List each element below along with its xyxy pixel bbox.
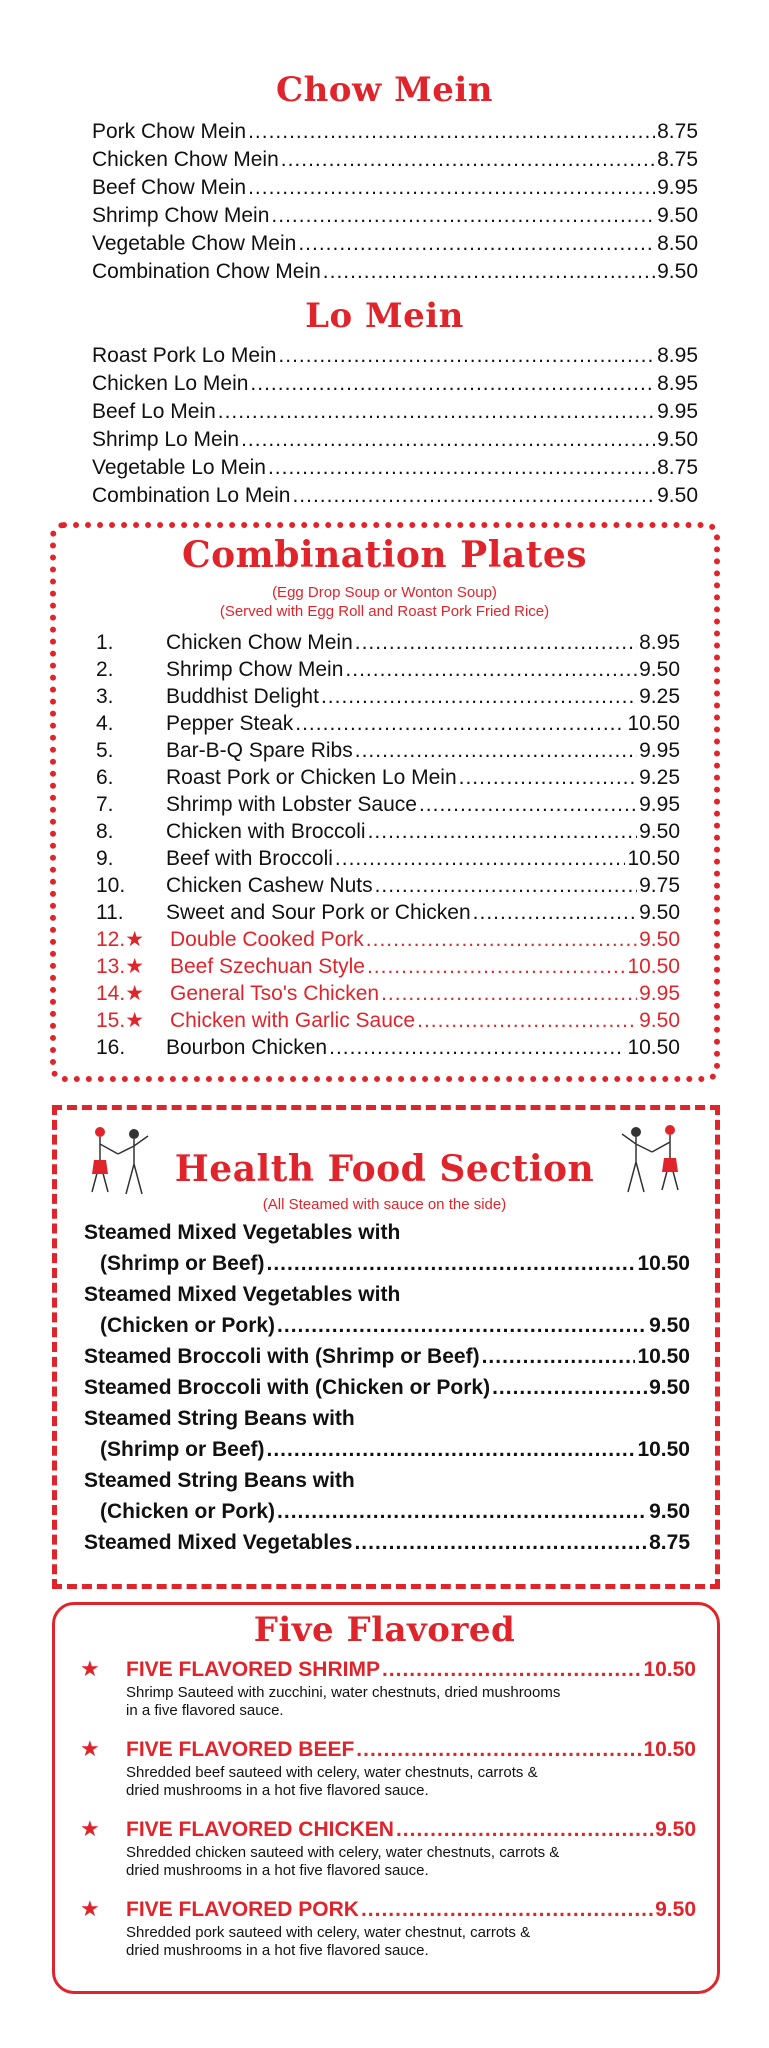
- list-item: Beef Lo Mein ..... 9.95: [92, 398, 698, 426]
- list-item: 4. Pepper Steak ..... 10.50: [96, 710, 680, 737]
- list-item: 1. Chicken Chow Mein ..... 8.95: [96, 629, 680, 656]
- health-item-line: Steamed Mixed Vegetables with: [84, 1221, 401, 1244]
- lo-mein-title: Lo Mein: [305, 296, 464, 336]
- lo-mein-list: [92, 342, 698, 510]
- list-item: 2. Shrimp Chow Mein ..... 9.50: [96, 656, 680, 683]
- list-item: 11. Sweet and Sour Pork or Chicken ..... 9.50: [96, 899, 680, 926]
- list-item-spicy: 15.★ Chicken with Garlic Sauce ..... 9.50: [96, 1007, 680, 1034]
- list-item: Roast Pork Lo Mein ..... 8.95: [92, 342, 698, 370]
- list-item-spicy: 14.★ General Tso's Chicken ..... 9.95: [96, 980, 680, 1007]
- health-item-line: Steamed String Beans with: [84, 1407, 355, 1430]
- list-item: Chicken Chow Mein ..... 8.75: [92, 146, 698, 174]
- star-icon: ★: [80, 1656, 100, 1681]
- list-item: ★ FIVE FLAVORED SHRIMP ..... 10.50 Shrimp Sauteed with zucchini, water chestnuts, dried mushrooms in a five flavored sauce.: [126, 1656, 696, 1736]
- list-item: 5. Bar-B-Q Spare Ribs ..... 9.95: [96, 737, 680, 764]
- health-list: [84, 1217, 690, 1558]
- combination-title: Combination Plates: [182, 534, 587, 576]
- chow-mein-title: Chow Mein: [276, 70, 493, 110]
- list-item: Pork Chow Mein ..... 8.75: [92, 118, 698, 146]
- list-item: 10. Chicken Cashew Nuts ..... 9.75: [96, 872, 680, 899]
- list-item: Vegetable Lo Mein ..... 8.75: [92, 454, 698, 482]
- list-item: Combination Chow Mein ..... 9.50: [92, 258, 698, 286]
- list-item: 9. Beef with Broccoli ..... 10.50: [96, 845, 680, 872]
- health-title: Health Food Section: [174, 1148, 595, 1190]
- star-icon: ★: [80, 1896, 100, 1921]
- combination-note-served: (Served with Egg Roll and Roast Pork Fried Rice): [219, 603, 550, 620]
- list-item: ★ FIVE FLAVORED CHICKEN ..... 9.50 Shredded chicken sauteed with celery, water chestnuts, carrots & dried mushrooms in a hot five flavored sauce.: [126, 1816, 696, 1896]
- list-item: (Chicken or Pork) ..... 9.50: [84, 1496, 690, 1527]
- list-item: (Shrimp or Beef) ..... 10.50: [84, 1434, 690, 1465]
- health-item-line: Steamed Mixed Vegetables with: [84, 1283, 401, 1306]
- health-item-line: Steamed String Beans with: [84, 1469, 355, 1492]
- five-flavored-list: [80, 1656, 696, 1976]
- list-item: (Chicken or Pork) ..... 9.50: [84, 1310, 690, 1341]
- list-item: Steamed Mixed Vegetables ..... 8.75: [84, 1527, 690, 1558]
- list-item: ★ FIVE FLAVORED PORK ..... 9.50 Shredded pork sauteed with celery, water chestnut, carrots & dried mushrooms in a hot five flavored sauce.: [126, 1896, 696, 1976]
- list-item: (Shrimp or Beef) ..... 10.50: [84, 1248, 690, 1279]
- five-flavored-title: Five Flavored: [253, 1610, 516, 1650]
- combination-note-soup: (Egg Drop Soup or Wonton Soup): [272, 584, 497, 601]
- list-item: Vegetable Chow Mein ..... 8.50: [92, 230, 698, 258]
- list-item: 3. Buddhist Delight ..... 9.25: [96, 683, 680, 710]
- list-item: Beef Chow Mein ..... 9.95: [92, 174, 698, 202]
- list-item: Steamed Broccoli with (Chicken or Pork) ..... 9.50: [84, 1372, 690, 1403]
- list-item: Chicken Lo Mein ..... 8.95: [92, 370, 698, 398]
- list-item-spicy: 13.★ Beef Szechuan Style ..... 10.50: [96, 953, 680, 980]
- list-item-spicy: 12.★ Double Cooked Pork ..... 9.50: [96, 926, 680, 953]
- list-item: 16. Bourbon Chicken ..... 10.50: [96, 1034, 680, 1061]
- star-icon: ★: [80, 1816, 100, 1841]
- list-item: 6. Roast Pork or Chicken Lo Mein ..... 9.25: [96, 764, 680, 791]
- health-note: (All Steamed with sauce on the side): [262, 1196, 507, 1213]
- list-item: 7. Shrimp with Lobster Sauce ..... 9.95: [96, 791, 680, 818]
- list-item: Combination Lo Mein ..... 9.50: [92, 482, 698, 510]
- list-item: ★ FIVE FLAVORED BEEF ..... 10.50 Shredded beef sauteed with celery, water chestnuts, carrots & dried mushrooms in a hot five flavored sauce.: [126, 1736, 696, 1816]
- list-item: Shrimp Lo Mein ..... 9.50: [92, 426, 698, 454]
- list-item: 8. Chicken with Broccoli ..... 9.50: [96, 818, 680, 845]
- combination-list: [96, 629, 680, 1061]
- list-item: Steamed Broccoli with (Shrimp or Beef) ..... 10.50: [84, 1341, 690, 1372]
- star-icon: ★: [80, 1736, 100, 1761]
- chow-mein-list: [92, 118, 698, 286]
- list-item: Shrimp Chow Mein ..... 9.50: [92, 202, 698, 230]
